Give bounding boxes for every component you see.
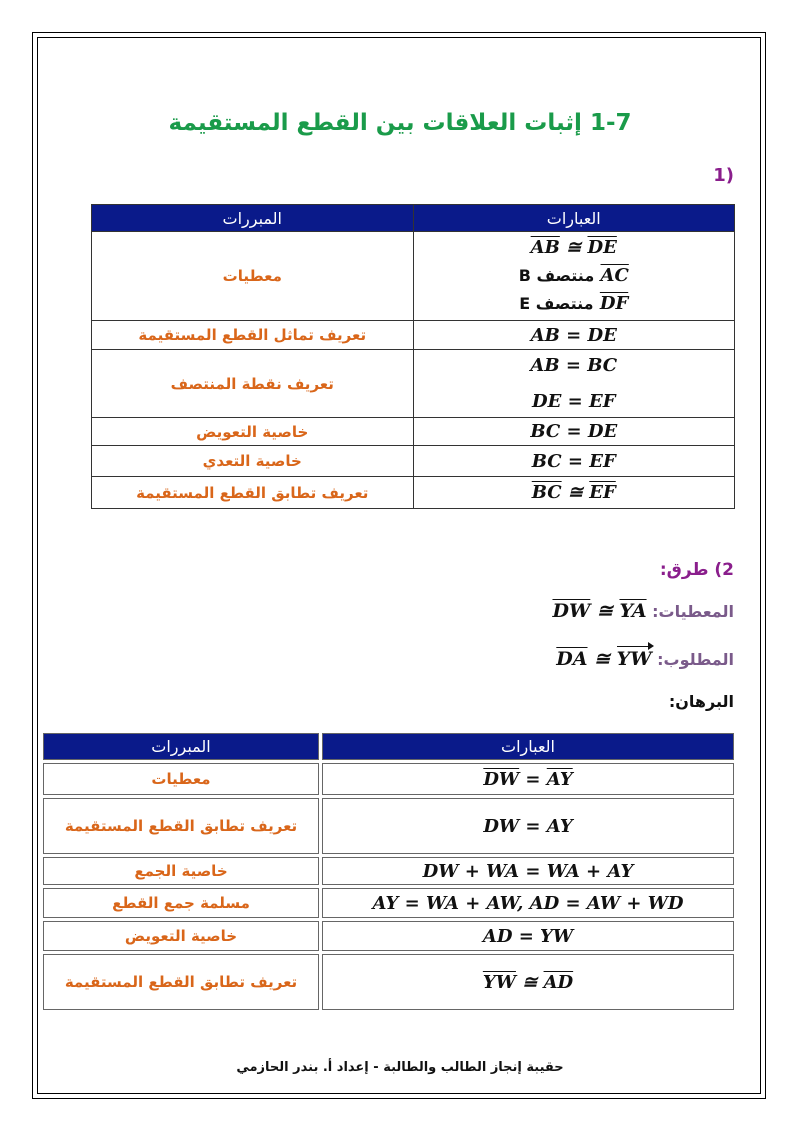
table-row [43, 798, 734, 854]
statement-cell: $\overline{YW}$ ≅ $\overline{AD}$ [322, 954, 734, 1010]
table-row [92, 446, 735, 477]
reason-cell: تعريف تطابق القطع المستقيمة [92, 477, 414, 509]
statement-cell: BC = EF [413, 446, 734, 477]
header-reasons: المبررات [92, 205, 414, 232]
statement-cell: BC = DE [413, 418, 734, 446]
reason-cell: خاصية التعدي [92, 446, 414, 477]
statement-line: AB = BC [530, 354, 618, 376]
statement-cell [413, 232, 734, 321]
statement-line: B منتصف $\overline{AC}$ [518, 265, 629, 286]
header-statements: العبارات [322, 733, 734, 760]
header-reasons: المبررات [43, 733, 319, 760]
statement-line: DE = EF [532, 390, 616, 412]
table-row [43, 857, 734, 885]
reason-cell: معطيات [43, 763, 319, 795]
reason-cell: تعريف نقطة المنتصف [92, 350, 414, 418]
table-row [43, 763, 734, 795]
table-header-row [92, 205, 735, 232]
given-label: المعطيات: [652, 602, 734, 621]
statement-cell [413, 350, 734, 418]
reason-cell: تعريف تطابق القطع المستقيمة [43, 798, 319, 854]
statement-cell: DW = AY [322, 798, 734, 854]
given-line [552, 600, 734, 622]
reason-cell: معطيات [92, 232, 414, 321]
proof-label: البرهان: [668, 692, 734, 711]
table-row [92, 321, 735, 350]
table-row [43, 921, 734, 951]
proof-table-1 [91, 204, 735, 509]
reason-cell: خاصية التعويض [43, 921, 319, 951]
proof-table-2 [40, 730, 737, 1013]
page-title: 1-7 إثبات العلاقات بين القطع المستقيمة [168, 110, 632, 136]
page-footer: حقيبة إنجاز الطالب والطالبة - إعداد أ. بندر الحازمي [236, 1060, 564, 1075]
statement-cell: DW + WA = WA + AY [322, 857, 734, 885]
reason-cell: مسلمة جمع القطع [43, 888, 319, 918]
statement-cell: AD = YW [322, 921, 734, 951]
required-line [556, 648, 734, 670]
reason-cell: خاصية التعويض [92, 418, 414, 446]
statement-cell: AY = WA + AW, AD = AW + WD [322, 888, 734, 918]
table-row [92, 418, 735, 446]
table-row [43, 954, 734, 1010]
statement-line: E منتصف $\overline{DF}$ [519, 293, 629, 314]
reason-cell: تعريف تطابق القطع المستقيمة [43, 954, 319, 1010]
required-label: المطلوب: [657, 650, 734, 669]
reason-cell: تعريف تماثل القطع المستقيمة [92, 321, 414, 350]
required-expression: $\overline{DA}$ ≅ YW [556, 648, 652, 670]
part-2-label: 2) طرق: [659, 560, 734, 580]
table-header-row [43, 733, 734, 760]
header-statements: العبارات [413, 205, 734, 232]
table-row [92, 232, 735, 321]
table-row [92, 477, 735, 509]
statement-cell: $\overline{BC}$ ≅ $\overline{EF}$ [413, 477, 734, 509]
reason-cell: خاصية الجمع [43, 857, 319, 885]
part-1-label: (1 [713, 165, 734, 186]
statement-cell: $\overline{DW} = \overline{AY}$ [322, 763, 734, 795]
given-expression: $\overline{DW}$ ≅ $\overline{YA}$ [552, 600, 647, 622]
statement-line: $\overline{AB}$ ≅ $\overline{DE}$ [530, 237, 617, 258]
statement-cell: AB = DE [413, 321, 734, 350]
table-row [92, 350, 735, 418]
table-row [43, 888, 734, 918]
